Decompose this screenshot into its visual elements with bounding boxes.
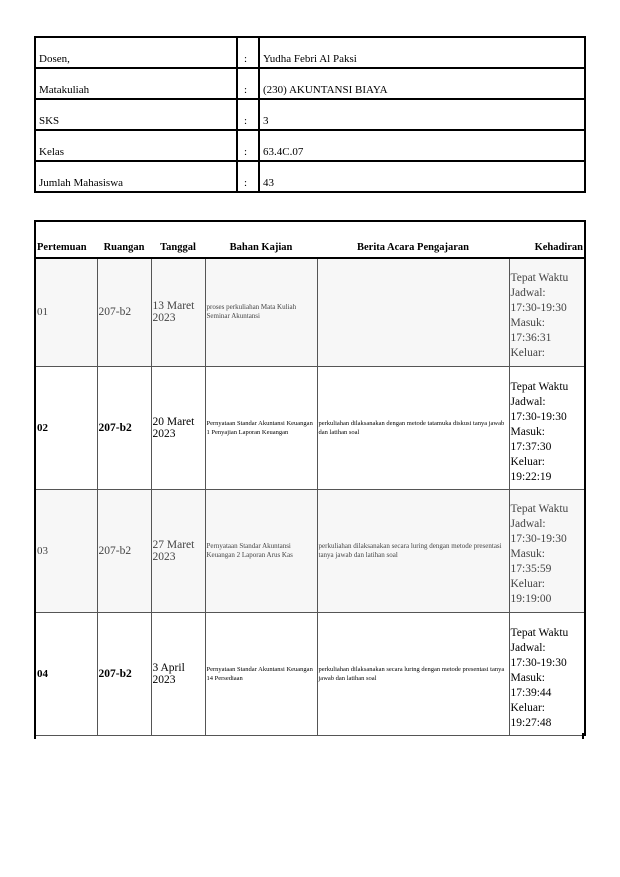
kehadiran-line: Masuk: [510, 547, 545, 560]
info-separator: : [237, 161, 259, 192]
info-separator: : [237, 130, 259, 161]
kehadiran-line: 17:30-19:30 [510, 410, 567, 423]
cell-tanggal: 27 Maret 2023 [151, 489, 205, 612]
cell-berita-acara: perkuliahan dilaksanakan dengan metode tatamuka diskusi tanya jawab dan latihan soal [317, 366, 509, 489]
info-separator: : [237, 99, 259, 130]
course-info-table [34, 36, 586, 193]
kehadiran-line: 17:30-19:30 [510, 302, 567, 314]
cell-tanggal: 13 Maret 2023 [151, 258, 205, 366]
info-row [35, 37, 585, 68]
cell-bahan-kajian: Pernyataan Standar Akuntansi Keuangan 14 Persediaan [205, 612, 317, 735]
kehadiran-line: 17:30-19:30 [510, 532, 567, 545]
cell-pertemuan: 03 [35, 489, 97, 612]
kehadiran-line: 19:22:19 [510, 470, 552, 483]
cell-ruangan: 207-b2 [97, 489, 151, 612]
table-row [35, 366, 585, 489]
header-kehadiran: Kehadiran [509, 221, 585, 258]
kehadiran-line: Keluar: [510, 701, 545, 714]
header-bahan-kajian: Bahan Kajian [205, 221, 317, 258]
cell-kehadiran [509, 612, 585, 735]
info-value: 43 [259, 161, 585, 192]
cell-berita-acara: perkuliahan dilaksanakan secara luring dengan metode presentasi tanya jawab dan latihan soal [317, 489, 509, 612]
cell-pertemuan: 01 [35, 258, 97, 366]
kehadiran-line: Jadwal: [510, 395, 546, 408]
kehadiran-line: Tepat Waktu [510, 380, 569, 393]
kehadiran-line: Masuk: [510, 317, 545, 329]
table-row [35, 258, 585, 366]
cell-ruangan: 207-b2 [97, 612, 151, 735]
kehadiran-line: 19:27:48 [510, 716, 552, 729]
kehadiran-line: Keluar: [510, 455, 545, 468]
cell-bahan-kajian: proses perkuliahan Mata Kuliah Seminar Akuntansi [205, 258, 317, 366]
header-berita-acara: Berita Acara Pengajaran [317, 221, 509, 258]
cell-kehadiran [509, 489, 585, 612]
info-label: Matakuliah [35, 68, 237, 99]
header-ruangan: Ruangan [97, 221, 151, 258]
info-value: Yudha Febri Al Paksi [259, 37, 585, 68]
info-row [35, 68, 585, 99]
cell-kehadiran [509, 366, 585, 489]
kehadiran-line: Masuk: [510, 671, 545, 684]
table-row [35, 612, 585, 735]
cell-pertemuan: 02 [35, 366, 97, 489]
header-tanggal: Tanggal [151, 221, 205, 258]
kehadiran-line: Masuk: [510, 425, 545, 438]
info-label: Jumlah Mahasiswa [35, 161, 237, 192]
kehadiran-line: 19:19:00 [510, 592, 552, 605]
kehadiran-line: Jadwal: [510, 641, 546, 654]
info-value: (230) AKUNTANSI BIAYA [259, 68, 585, 99]
kehadiran-line: Keluar: [510, 577, 545, 590]
cell-bahan-kajian: Pernyataan Standar Akuntansi Keuangan 1 Penyajian Laporan Keuangan [205, 366, 317, 489]
info-separator: : [237, 68, 259, 99]
cell-pertemuan: 04 [35, 612, 97, 735]
kehadiran-line: Jadwal: [510, 517, 546, 530]
cell-tanggal: 3 April 2023 [151, 612, 205, 735]
kehadiran-line: 17:36:31 [510, 332, 552, 344]
kehadiran-line: 17:35:59 [510, 562, 552, 575]
kehadiran-line: Jadwal: [510, 287, 546, 299]
attendance-table [34, 220, 586, 736]
info-row [35, 130, 585, 161]
info-label: Kelas [35, 130, 237, 161]
info-label: Dosen, [35, 37, 237, 68]
table-continuation [34, 733, 584, 739]
cell-ruangan: 207-b2 [97, 366, 151, 489]
info-value: 3 [259, 99, 585, 130]
attendance-header-row [35, 221, 585, 258]
cell-kehadiran [509, 258, 585, 366]
table-row [35, 489, 585, 612]
kehadiran-line: 17:30-19:30 [510, 656, 567, 669]
info-value: 63.4C.07 [259, 130, 585, 161]
info-row [35, 161, 585, 192]
cell-berita-acara [317, 258, 509, 366]
cell-berita-acara: perkuliahan dilaksanakan secara luring dengan metode presentasi tanya jawab dan latihan soal [317, 612, 509, 735]
kehadiran-line: Tepat Waktu [510, 626, 569, 639]
header-pertemuan: Pertemuan [35, 221, 97, 258]
cell-bahan-kajian: Pernyataan Standar Akuntansi Keuangan 2 Laporan Arus Kas [205, 489, 317, 612]
kehadiran-line: Tepat Waktu [510, 502, 569, 515]
cell-ruangan: 207-b2 [97, 258, 151, 366]
kehadiran-line: 17:37:30 [510, 440, 552, 453]
kehadiran-line: Keluar: [510, 347, 545, 359]
kehadiran-line: 17:39:44 [510, 686, 552, 699]
cell-tanggal: 20 Maret 2023 [151, 366, 205, 489]
info-separator: : [237, 37, 259, 68]
kehadiran-line: Tepat Waktu [510, 272, 569, 284]
info-row [35, 99, 585, 130]
info-label: SKS [35, 99, 237, 130]
